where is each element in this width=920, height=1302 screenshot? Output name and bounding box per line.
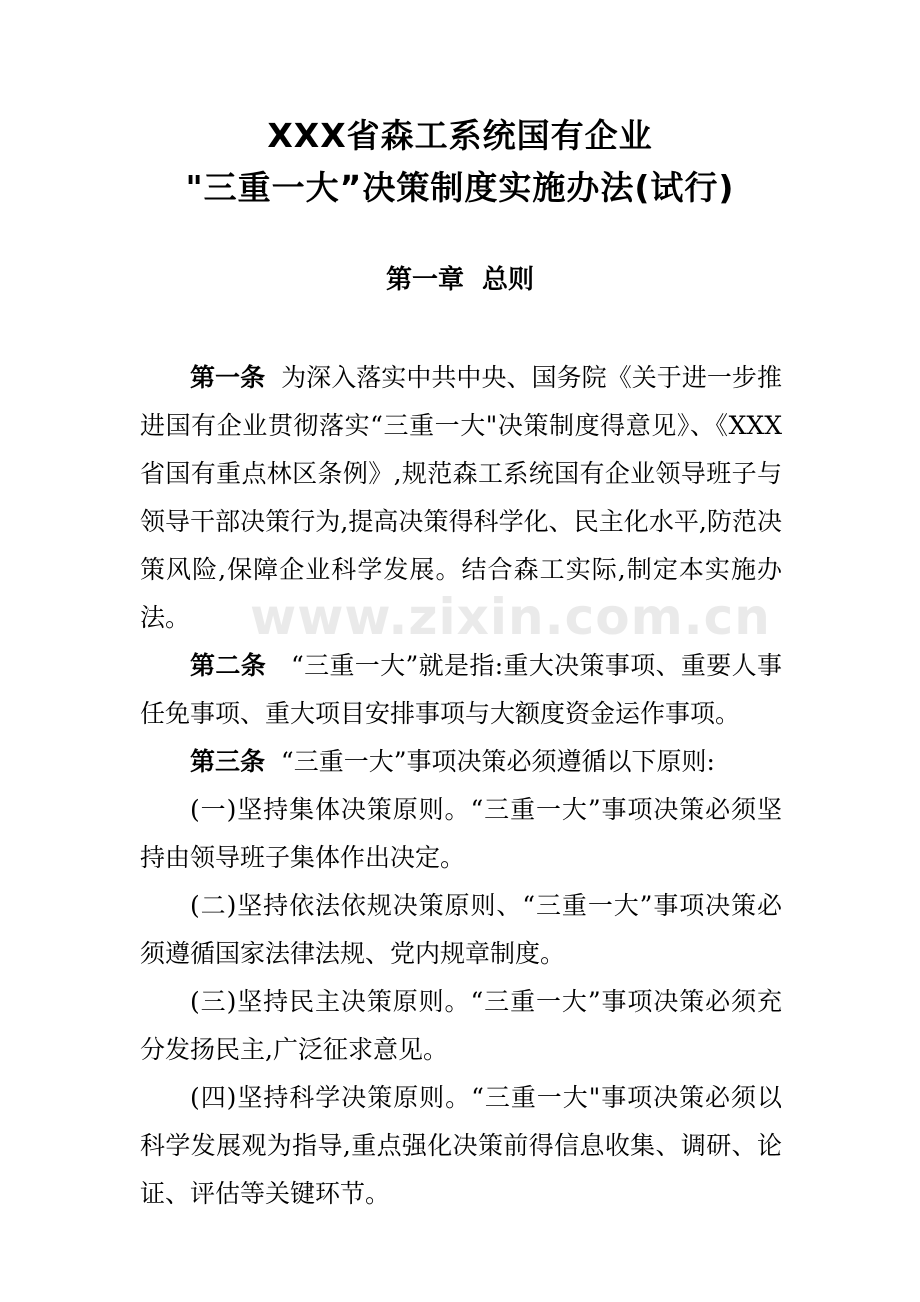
article-label: 第三条 — [190, 747, 266, 776]
document-title-line-2: "三重一大”决策制度实施办法(试行) — [185, 168, 735, 207]
document-body — [140, 354, 782, 1218]
principle-4: (四)坚持科学决策原则。“三重一大"事项决策必须以科学发展观为指导,重点强化决策前得信息收集、调研、论证、评估等关键环节。 — [140, 1083, 782, 1208]
article-label: 第二条 — [190, 651, 267, 680]
article-text: “三重一大”事项决策必须遵循以下原则: — [280, 747, 715, 776]
principle-1: (一)坚持集体决策原则。“三重一大”事项决策必须坚持由领导班子集体作出决定。 — [140, 795, 782, 872]
watermark-text: www.zixin.com.cn — [250, 588, 771, 646]
article-text: “三重一大”就是指:重大决策事项、重要人事任免事项、重大项目安排事项与大额度资金运作事项。 — [140, 651, 782, 728]
principle-2: (二)坚持依法依规决策原则、“三重一大”事项决策必须遵循国家法律法规、党内规章制度。 — [140, 891, 782, 968]
document-title-line-1: XXX省森工系统国有企业 — [267, 116, 653, 155]
chapter-heading: 第一章 总则 — [385, 265, 535, 295]
principle-3: (三)坚持民主决策原则。“三重一大”事项决策必须充分发扬民主,广泛征求意见。 — [140, 987, 782, 1064]
article-label: 第一条 — [190, 363, 266, 392]
article-1 — [140, 354, 782, 642]
article-2 — [140, 642, 782, 738]
article-3 — [140, 738, 782, 786]
article-text: 为深入落实中共中央、国务院《关于进一步推进国有企业贯彻落实“三重一大"决策制度得意见》、《XXX省国有重点林区条例》,规范森工系统国有企业领导班子与领导干部决策行为,提高决策得科学化、民主化水平,防范决策风险,保障企业科学发展。结合森工实际,制定本实施办法。 — [140, 363, 782, 632]
